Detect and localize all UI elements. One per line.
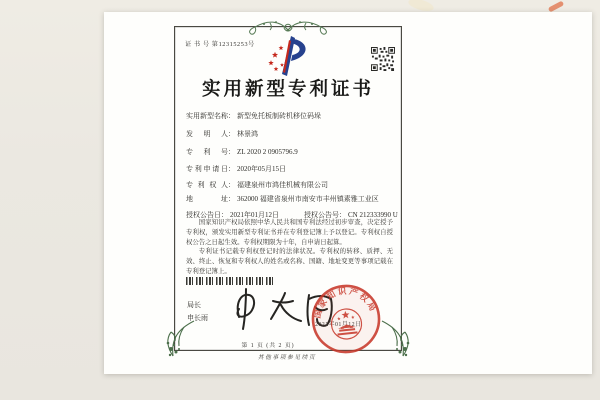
field-row-patentee	[186, 180, 396, 190]
field-label: 实用新型名称	[186, 112, 228, 120]
field-label: 专利号	[186, 148, 228, 156]
field-value: ZL 2020 2 0905796.9	[237, 148, 298, 156]
legal-paragraph-2: 专利证书记载专利权登记时的法律状况。专利权的转移、质押、无效、终止、恢复和专利权人的姓名或名称、国籍、地址变更等事项记载在专利登记簿上。	[186, 248, 393, 275]
field-colon: ：	[228, 130, 235, 138]
field-row-inventor	[186, 129, 396, 139]
signer-title: 局长	[187, 301, 201, 309]
field-label: 发明人	[186, 130, 228, 138]
footer-note: 其他事项参见续页	[257, 355, 317, 361]
qr-code-icon	[371, 47, 395, 71]
field-colon: ：	[228, 148, 235, 156]
field-colon: ：	[228, 181, 235, 189]
certificate-number: 证 书 号 第12315253号	[185, 41, 255, 48]
certificate-frame	[174, 26, 402, 351]
seal-arc-text: 国家知识产权局	[311, 285, 379, 320]
orange-mark	[548, 1, 564, 13]
field-colon: ：	[228, 112, 235, 120]
field-colon: ：	[228, 195, 235, 203]
certificate-sheet	[104, 12, 592, 374]
field-value: 362000 福建省泉州市南安市丰州镇素雅工业区	[237, 195, 379, 203]
field-value: 2021年01月12日	[230, 211, 279, 219]
cnipa-logo-icon	[261, 35, 315, 77]
field-colon: ：	[228, 165, 235, 173]
legal-text	[186, 218, 393, 277]
field-row-patent-number	[186, 147, 396, 157]
field-value: 2020年05月15日	[237, 165, 286, 173]
field-row-name	[186, 111, 396, 121]
field-value: CN 212333990 U	[348, 211, 398, 219]
field-label: 授权公告日	[186, 211, 221, 219]
field-colon: ：	[221, 211, 228, 219]
field-value: 林景鸿	[237, 130, 258, 138]
barcode	[186, 277, 276, 285]
field-label: 授权公告号	[304, 211, 339, 219]
field-value: 新型免托板制砖机移位码垛	[237, 112, 321, 120]
field-label: 专利申请日	[186, 165, 228, 173]
field-row-address	[186, 194, 396, 204]
field-label: 地址	[186, 195, 228, 203]
field-colon: ：	[339, 211, 346, 219]
page-indicator: 第 1 页 (共 2 页)	[241, 343, 295, 349]
certificate-title: 实用新型专利证书	[201, 80, 374, 100]
legal-paragraph-1: 国家知识产权局依照中华人民共和国专利法经过初步审查，决定授予专利权，颁发实用新型专利证书并在专利登记簿上予以登记。专利权自授权公告之日起生效。专利权期限为十年，自申请日起算。	[186, 219, 393, 246]
field-label: 专利权人	[186, 181, 228, 189]
field-value: 福建泉州市鸿佳机械有限公司	[237, 181, 328, 189]
signer-name: 申长雨	[187, 314, 208, 322]
field-row-filing-date	[186, 164, 396, 174]
